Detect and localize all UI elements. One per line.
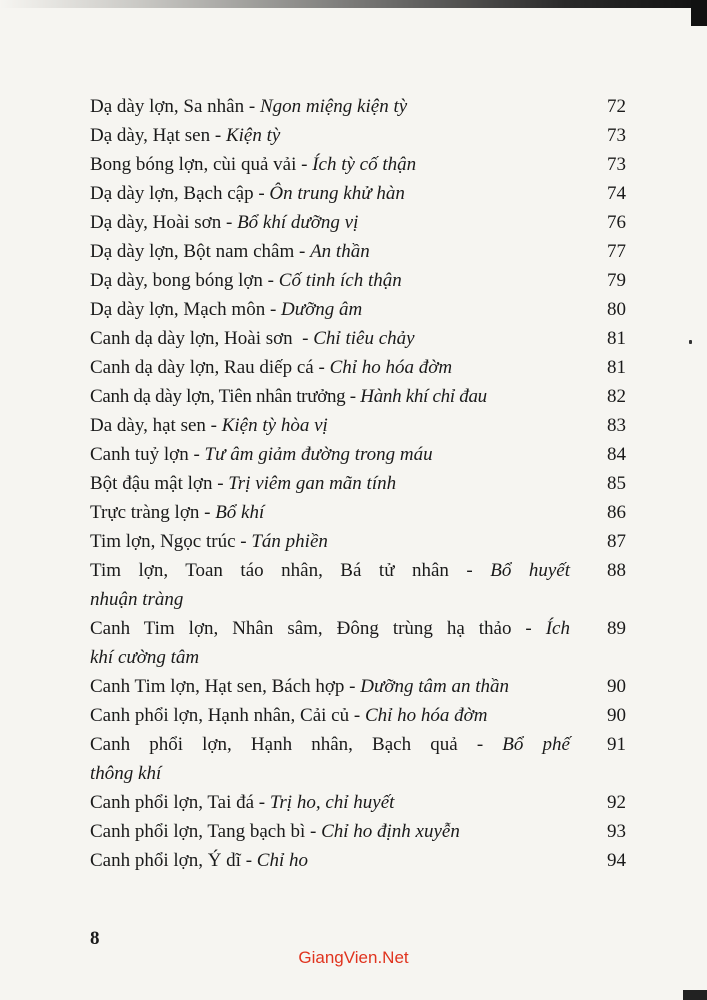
entry-page-number: 86 [607,502,626,523]
entry-page-number: 91 [607,734,626,755]
toc-entry [90,498,626,527]
entry-page-number: 94 [607,850,626,871]
entry-text [90,411,570,440]
toc-entry [90,440,626,469]
entry-text [90,353,570,382]
entry-ingredients: Bong bóng lợn, cùi quả vải - [90,154,313,175]
entry-effect: Bổ khí dưỡng vị [237,212,359,233]
entry-effect: Dưỡng tâm an thần [360,676,510,697]
toc-entry [90,846,626,875]
entry-effect: Bổ huyết [490,560,570,581]
entry-effect: Kiện tỳ [225,125,281,146]
entry-text [90,527,570,556]
toc-entry [90,121,626,150]
toc-entry [90,817,626,846]
entry-ingredients: Dạ dày, Hạt sen - [90,125,226,146]
toc-entry [90,237,626,266]
entry-ingredients: Dạ dày lợn, Bột nam châm - [90,241,311,262]
entry-effect: Chỉ ho định xuyễn [321,821,460,842]
entry-effect: Trị viêm gan mãn tính [228,473,397,494]
entry-page-number: 74 [607,183,626,204]
entry-ingredients: Canh tuỷ lợn - [90,444,205,465]
entry-page-number: 73 [607,125,626,146]
entry-ingredients: Canh dạ dày lợn, Tiên nhân trưởng - [90,386,361,407]
entry-ingredients: Tim lợn, Toan táo nhân, Bá tử nhân - [90,560,491,581]
entry-effect: Chỉ ho hóa đờm [364,705,488,726]
entry-page-number: 84 [607,444,626,465]
entry-effect-continued: thông khí [90,763,162,784]
toc-entry [90,556,626,614]
entry-effect: Chỉ ho [256,850,308,871]
entry-effect: An thần [310,241,370,262]
page-number: 8 [90,928,100,949]
entry-page-number: 83 [607,415,626,436]
entry-text [90,556,570,614]
entry-page-number: 87 [607,531,626,552]
entry-text [90,730,570,788]
entry-effect: Tán phiền [251,531,328,552]
toc-entry [90,701,626,730]
entry-page-number: 85 [607,473,626,494]
entry-effect: Dưỡng âm [281,299,363,320]
entry-ingredients: Canh Tim lợn, Hạt sen, Bách hợp - [90,676,361,697]
entry-ingredients: Dạ dày lợn, Sa nhân - [90,96,260,117]
entry-effect-continued: nhuận tràng [90,589,184,610]
entry-text [90,324,570,353]
entry-ingredients: Dạ dày, Hoài sơn - [90,212,238,233]
entry-text [90,266,570,295]
entry-page-number: 79 [607,270,626,291]
toc-entry [90,295,626,324]
entry-ingredients: Canh phổi lợn, Tai đá - [90,792,270,813]
entry-ingredients: Canh dạ dày lợn, Rau diếp cá - [90,357,330,378]
entry-effect: Kiện tỳ hòa vị [221,415,328,436]
entry-ingredients: Canh phổi lợn, Hạnh nhân, Bạch quả - [90,734,503,755]
entry-page-number: 81 [607,357,626,378]
toc-entry [90,788,626,817]
entry-text [90,614,570,672]
entry-ingredients: Bột đậu mật lợn - [90,473,229,494]
toc-entry [90,92,626,121]
toc-entry [90,208,626,237]
entry-text [90,498,570,527]
entry-ingredients: Tim lợn, Ngọc trúc - [90,531,252,552]
toc-entry [90,614,626,672]
entry-text [90,295,570,324]
entry-effect: Tư âm giảm đường trong máu [204,444,433,465]
entry-text [90,701,570,730]
entry-effect: Ôn trung khử hàn [269,183,405,204]
entry-text [90,440,570,469]
entry-effect-continued: khí cường tâm [90,647,200,668]
entry-ingredients: Canh phổi lợn, Hạnh nhân, Cải củ - [90,705,365,726]
entry-text [90,237,570,266]
entry-text [90,382,570,411]
entry-effect: Cố tinh ích thận [278,270,402,291]
entry-text [90,846,570,875]
entry-page-number: 92 [607,792,626,813]
entry-ingredients: Canh Tim lợn, Nhân sâm, Đông trùng hạ thảo - [90,618,546,639]
entry-page-number: 82 [607,386,626,407]
toc-entry [90,672,626,701]
scan-bottom-shadow [683,990,707,1000]
entry-text [90,788,570,817]
entry-text [90,817,570,846]
entry-text [90,92,570,121]
toc-entry [90,179,626,208]
watermark: GiangVien.Net [298,948,409,967]
entry-ingredients: Dạ dày lợn, Bạch cập - [90,183,270,204]
entry-page-number: 73 [607,154,626,175]
entry-page-number: 93 [607,821,626,842]
entry-page-number: 72 [607,96,626,117]
entry-effect: Hành khí chỉ đau [360,386,487,407]
toc-entry [90,469,626,498]
toc-entry [90,266,626,295]
toc-entry [90,411,626,440]
entry-page-number: 89 [607,618,626,639]
entry-page-number: 80 [607,299,626,320]
entry-effect: Trị ho, chỉ huyết [269,792,395,813]
table-of-contents [90,92,626,875]
entry-text [90,672,570,701]
entry-effect: Chỉ ho hóa đờm [329,357,453,378]
entry-effect: Ích tỳ cố thận [312,154,417,175]
entry-text [90,469,570,498]
entry-ingredients: Da dày, hạt sen - [90,415,222,436]
entry-effect: Bổ phế [502,734,570,755]
entry-text [90,150,570,179]
entry-text [90,121,570,150]
toc-entry [90,382,626,411]
entry-ingredients: Canh phổi lợn, Tang bạch bì - [90,821,322,842]
entry-text [90,179,570,208]
entry-text [90,208,570,237]
entry-effect: Bổ khí [215,502,265,523]
scan-corner-shadow [691,0,707,26]
entry-page-number: 90 [607,705,626,726]
entry-effect: Ngon miệng kiện tỳ [259,96,408,117]
entry-effect: Chỉ tiêu chảy [313,328,415,349]
entry-page-number: 76 [607,212,626,233]
toc-entry [90,730,626,788]
entry-page-number: 90 [607,676,626,697]
toc-entry [90,150,626,179]
toc-entry [90,324,626,353]
toc-entry [90,353,626,382]
entry-ingredients: Canh dạ dày lợn, Hoài sơn - [90,328,314,349]
entry-page-number: 88 [607,560,626,581]
entry-ingredients: Trực tràng lợn - [90,502,216,523]
entry-page-number: 77 [607,241,626,262]
entry-effect: Ích [545,618,570,639]
scan-speck [689,340,692,344]
scan-top-edge [0,0,707,8]
entry-page-number: 81 [607,328,626,349]
entry-ingredients: Canh phổi lợn, Ý dĩ - [90,850,257,871]
entry-ingredients: Dạ dày lợn, Mạch môn - [90,299,282,320]
entry-ingredients: Dạ dày, bong bóng lợn - [90,270,279,291]
toc-entry [90,527,626,556]
